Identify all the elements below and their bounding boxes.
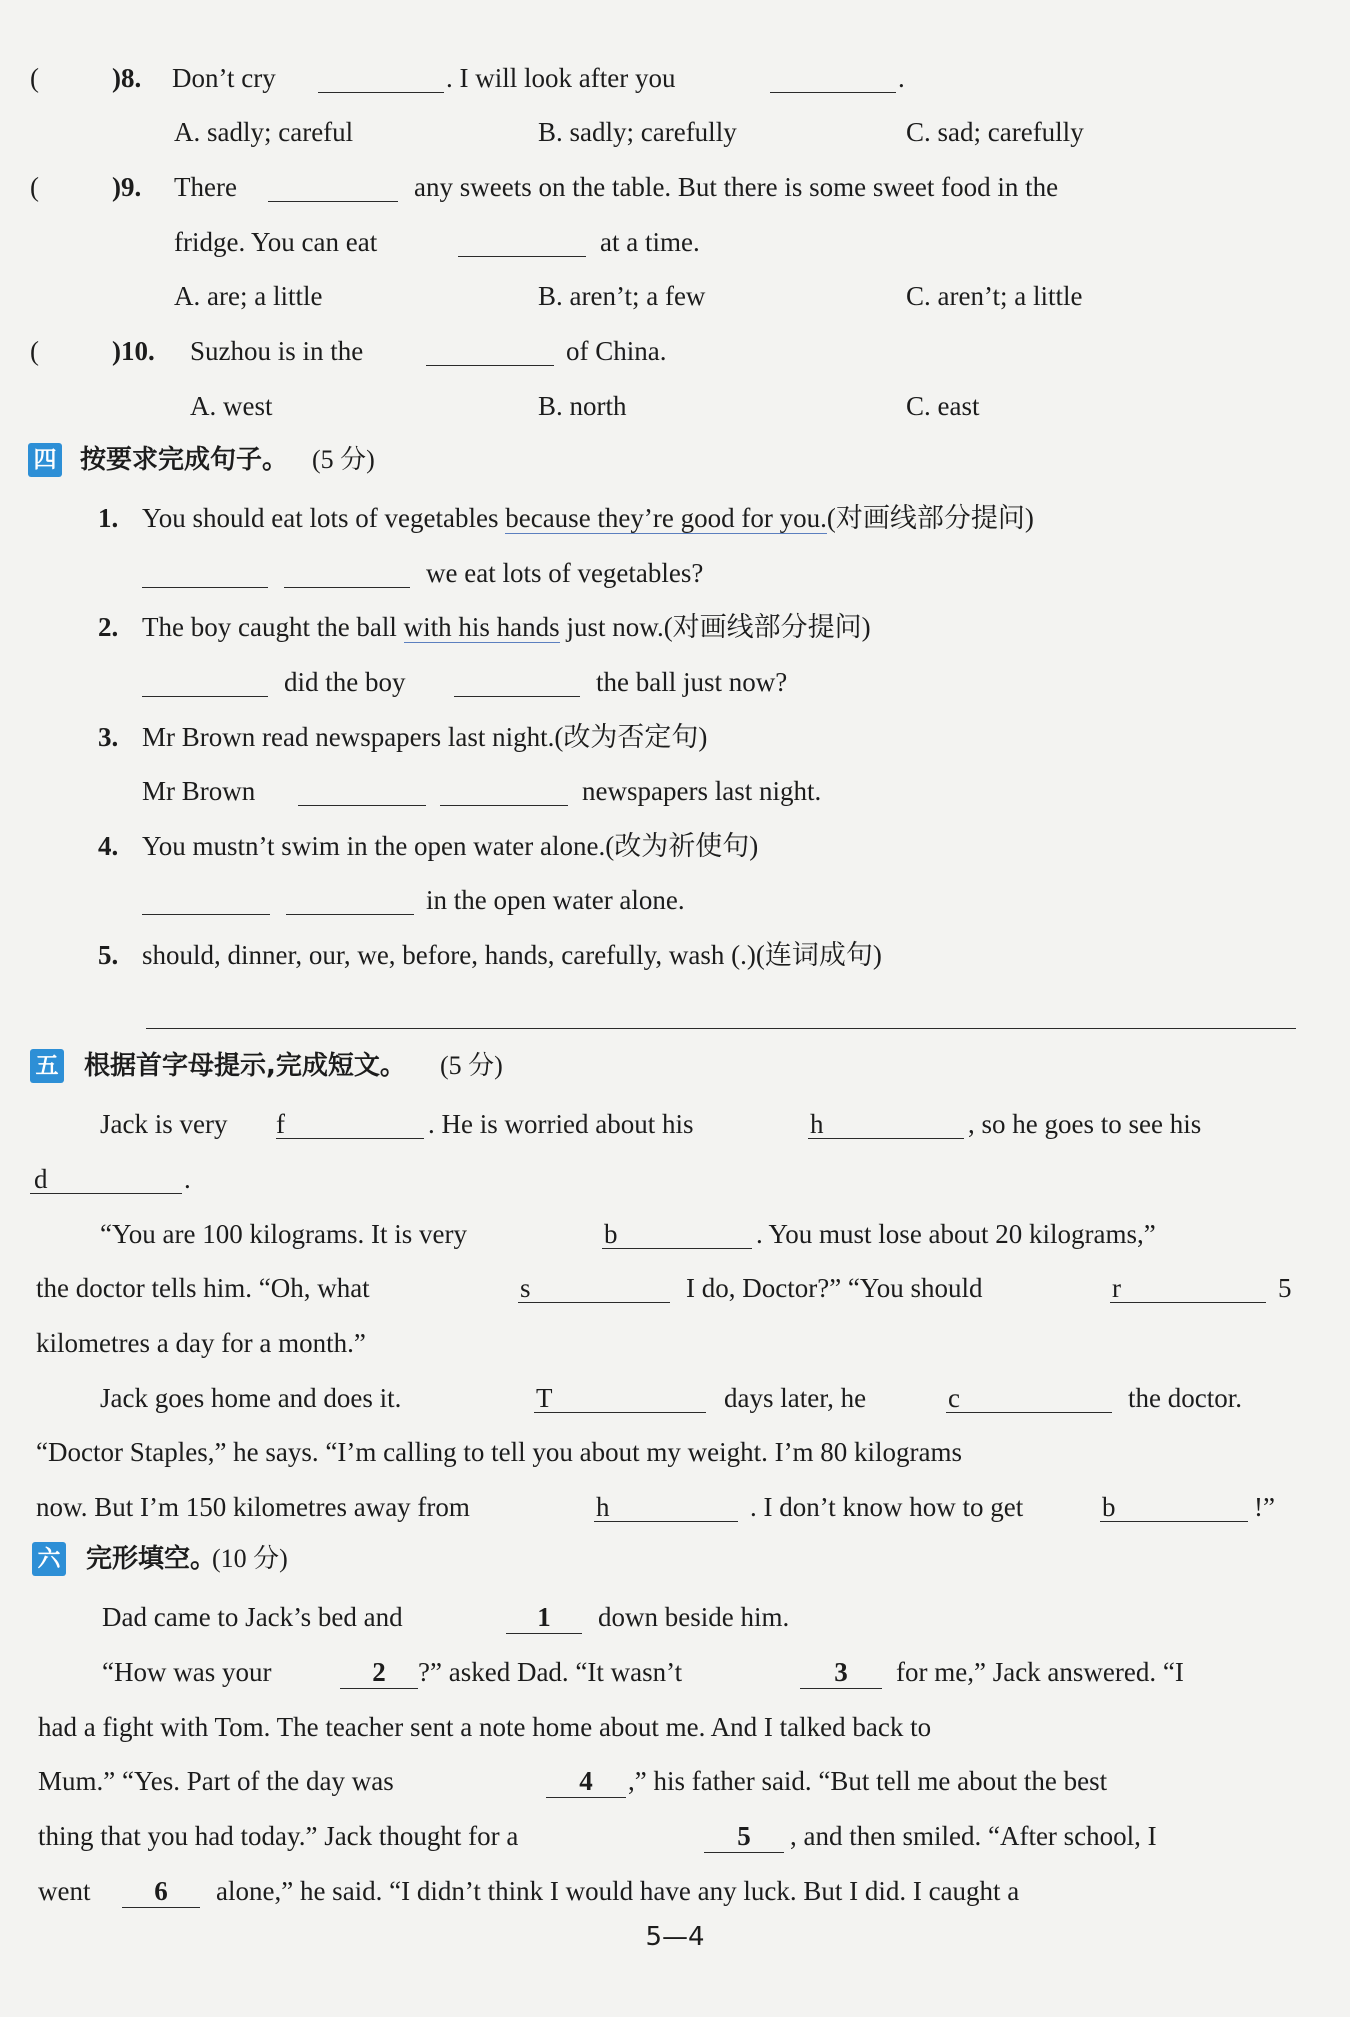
passage-text: Mum.” “Yes. Part of the day was [38, 1766, 394, 1796]
item-text: did the boy [284, 667, 406, 697]
section-title: 根据首字母提示,完成短文。 [84, 1051, 406, 1081]
question-9 [0, 167, 1350, 207]
letter-hint: b [1102, 1492, 1116, 1522]
s5-line-6 [0, 1378, 1350, 1418]
item-text-start: The boy caught the ball [142, 612, 404, 642]
s4-item-5 [0, 935, 1350, 975]
passage-text: thing that you had today.” Jack thought for a [38, 1821, 519, 1851]
passage-text: ?” asked Dad. “It wasn’t [418, 1657, 683, 1687]
s6-line-1 [0, 1597, 1350, 1637]
cloze-blank-6[interactable]: 6 [122, 1871, 200, 1908]
passage-text: , and then smiled. “After school, I [790, 1821, 1157, 1851]
underlined-phrase: with his hands [403, 612, 560, 642]
item-instruction: (对画线部分提问) [826, 503, 1034, 533]
passage-text: “How was your [102, 1657, 272, 1687]
answer-blank[interactable] [770, 92, 896, 93]
passage-text: “Doctor Staples,” he says. “I’m calling to tell you about my weight. I’m 80 kilograms [36, 1437, 963, 1467]
passage-text: , so he goes to see his [968, 1109, 1202, 1139]
item-text [142, 607, 871, 647]
item-text: Mr Brown [142, 776, 256, 806]
question-text: at a time. [600, 227, 700, 257]
question-number: )10. [112, 336, 155, 366]
question-10 [0, 331, 1350, 371]
item-number: 4. [98, 831, 119, 861]
section-badge: 六 [32, 1542, 66, 1576]
item-text: You mustn’t swim in the open water alone.(改为祈使句) [142, 831, 759, 861]
section-title: 完形填空。 [86, 1544, 217, 1574]
passage-text: days later, he [724, 1383, 867, 1413]
s6-line-5 [0, 1816, 1350, 1856]
option-b[interactable]: B. aren’t; a few [538, 281, 706, 311]
s5-line-4 [0, 1268, 1350, 1308]
s5-line-5 [0, 1323, 1350, 1363]
item-text: newspapers last night. [582, 776, 822, 806]
letter-hint: b [604, 1219, 618, 1249]
answer-paren: ( [30, 336, 39, 366]
answer-blank[interactable] [286, 914, 414, 915]
answer-blank[interactable] [30, 1193, 182, 1194]
s5-line-7 [0, 1432, 1350, 1472]
question-text: of China. [566, 336, 667, 366]
letter-hint: s [520, 1273, 531, 1303]
section-badge: 四 [28, 443, 62, 477]
s5-line-8 [0, 1487, 1350, 1527]
passage-text: 5 [1278, 1273, 1292, 1303]
question-text: . [898, 63, 905, 93]
answer-paren: ( [30, 63, 39, 93]
passage-text: had a fight with Tom. The teacher sent a note home about me. And I talked back to [38, 1712, 932, 1742]
question-number: )8. [112, 63, 142, 93]
passage-text: I do, Doctor?” “You should [686, 1273, 983, 1303]
s4-item-2 [0, 607, 1350, 647]
page-number: 5—4 [645, 1922, 705, 1952]
question-9-options [0, 276, 1350, 316]
answer-blank[interactable] [142, 587, 268, 588]
question-8 [0, 58, 1350, 98]
item-text: should, dinner, our, we, before, hands, carefully, wash (.)(连词成句) [142, 940, 882, 970]
passage-text: . He is worried about his [428, 1109, 694, 1139]
item-instruction: just now.(对画线部分提问) [559, 612, 871, 642]
answer-blank[interactable] [534, 1412, 706, 1413]
question-text: fridge. You can eat [174, 227, 378, 257]
passage-text: the doctor. [1128, 1383, 1242, 1413]
option-a[interactable]: A. are; a little [174, 281, 323, 311]
passage-text: !” [1254, 1492, 1275, 1522]
item-text: we eat lots of vegetables? [426, 558, 704, 588]
answer-blank[interactable] [1100, 1521, 1248, 1522]
underlined-phrase: because they’re good for you. [505, 503, 827, 533]
cloze-blank-5[interactable]: 5 [704, 1816, 784, 1853]
section-score: (5 分) [440, 1051, 503, 1080]
cloze-blank-3[interactable]: 3 [800, 1652, 882, 1689]
answer-blank[interactable] [1110, 1302, 1266, 1303]
section-6-header [0, 1537, 1350, 1581]
answer-blank[interactable] [298, 805, 426, 806]
section-badge: 五 [30, 1049, 64, 1083]
answer-blank[interactable] [458, 256, 586, 257]
s4-item-1 [0, 498, 1350, 538]
s6-line-4 [0, 1761, 1350, 1801]
item-text [142, 498, 1034, 538]
letter-hint: T [536, 1383, 553, 1413]
s4-item-2-answer [0, 662, 1350, 702]
letter-hint: r [1112, 1273, 1121, 1303]
item-number: 3. [98, 722, 119, 752]
answer-blank[interactable] [318, 92, 444, 93]
letter-hint: h [810, 1109, 824, 1139]
letter-hint: f [276, 1109, 285, 1139]
question-number: )9. [112, 172, 142, 202]
section-5-header [0, 1044, 1350, 1088]
answer-blank[interactable] [142, 914, 270, 915]
passage-text: down beside him. [598, 1602, 790, 1632]
passage-text: ,” his father said. “But tell me about the best [628, 1766, 1108, 1796]
passage-text: Dad came to Jack’s bed and [102, 1602, 403, 1632]
passage-text: now. But I’m 150 kilometres away from [36, 1492, 470, 1522]
cloze-blank-1[interactable]: 1 [506, 1597, 582, 1634]
section-score: (10 分) [212, 1544, 288, 1573]
passage-text: Jack is very [100, 1109, 228, 1139]
section-title: 按要求完成句子。 [80, 445, 289, 475]
question-8-options [0, 112, 1350, 152]
passage-text: went [38, 1876, 91, 1906]
passage-text: . I don’t know how to get [750, 1492, 1024, 1522]
item-number: 1. [98, 503, 119, 533]
answer-blank[interactable] [518, 1302, 670, 1303]
section-4-header [0, 438, 1350, 482]
s5-line-2 [0, 1159, 1350, 1199]
s5-line-1 [0, 1104, 1350, 1144]
option-c[interactable]: C. east [906, 391, 980, 421]
answer-blank[interactable] [454, 696, 580, 697]
question-10-options [0, 386, 1350, 426]
answer-blank[interactable] [284, 587, 410, 588]
s4-item-1-answer [0, 553, 1350, 593]
answer-blank[interactable] [946, 1412, 1112, 1413]
passage-text: . You must lose about 20 kilograms,” [756, 1219, 1156, 1249]
letter-hint: c [948, 1383, 960, 1413]
passage-text: “You are 100 kilograms. It is very [100, 1219, 467, 1249]
answer-blank[interactable] [440, 805, 568, 806]
s6-line-2 [0, 1652, 1350, 1692]
cloze-blank-2[interactable]: 2 [340, 1652, 418, 1689]
answer-blank[interactable] [602, 1248, 752, 1249]
answer-blank[interactable] [594, 1521, 738, 1522]
letter-hint: d [34, 1164, 48, 1194]
option-b[interactable]: B. north [538, 391, 627, 421]
s6-line-3 [0, 1707, 1350, 1747]
answer-paren: ( [30, 172, 39, 202]
item-text: the ball just now? [596, 667, 788, 697]
option-c[interactable]: C. aren’t; a little [906, 281, 1083, 311]
passage-text: alone,” he said. “I didn’t think I would have any luck. But I did. I caught a [216, 1876, 1020, 1906]
question-text: Don’t cry [172, 63, 276, 93]
question-text: . I will look after you [446, 63, 676, 93]
passage-text: . [184, 1164, 191, 1194]
option-a[interactable]: A. sadly; careful [174, 117, 354, 147]
question-text: Suzhou is in the [190, 336, 364, 366]
answer-blank[interactable] [276, 1138, 424, 1139]
option-a[interactable]: A. west [190, 391, 273, 421]
cloze-blank-4[interactable]: 4 [546, 1761, 626, 1798]
passage-text: Jack goes home and does it. [100, 1383, 402, 1413]
answer-blank[interactable] [268, 201, 398, 202]
option-b[interactable]: B. sadly; carefully [538, 117, 737, 147]
item-text-start: You should eat lots of vegetables [142, 503, 506, 533]
passage-text: kilometres a day for a month.” [36, 1328, 366, 1358]
s4-item-3 [0, 717, 1350, 757]
option-c[interactable]: C. sad; carefully [906, 117, 1084, 147]
section-score: (5 分) [312, 445, 375, 474]
passage-text: for me,” Jack answered. “I [896, 1657, 1184, 1687]
item-number: 2. [98, 612, 119, 642]
item-text: Mr Brown read newspapers last night.(改为否定句) [142, 722, 708, 752]
question-9-line-2 [0, 222, 1350, 262]
answer-blank[interactable] [142, 696, 268, 697]
question-text: There [174, 172, 237, 202]
question-text: any sweets on the table. But there is some sweet food in the [414, 172, 1059, 202]
answer-blank[interactable] [426, 365, 554, 366]
answer-line[interactable] [146, 1028, 1296, 1029]
s4-item-3-answer [0, 771, 1350, 811]
s4-item-4-answer [0, 880, 1350, 920]
answer-blank[interactable] [808, 1138, 964, 1139]
item-number: 5. [98, 940, 119, 970]
letter-hint: h [596, 1492, 610, 1522]
item-text: in the open water alone. [426, 885, 685, 915]
s6-line-6 [0, 1871, 1350, 1911]
passage-text: the doctor tells him. “Oh, what [36, 1273, 370, 1303]
s5-line-3 [0, 1214, 1350, 1254]
s4-item-4 [0, 826, 1350, 866]
